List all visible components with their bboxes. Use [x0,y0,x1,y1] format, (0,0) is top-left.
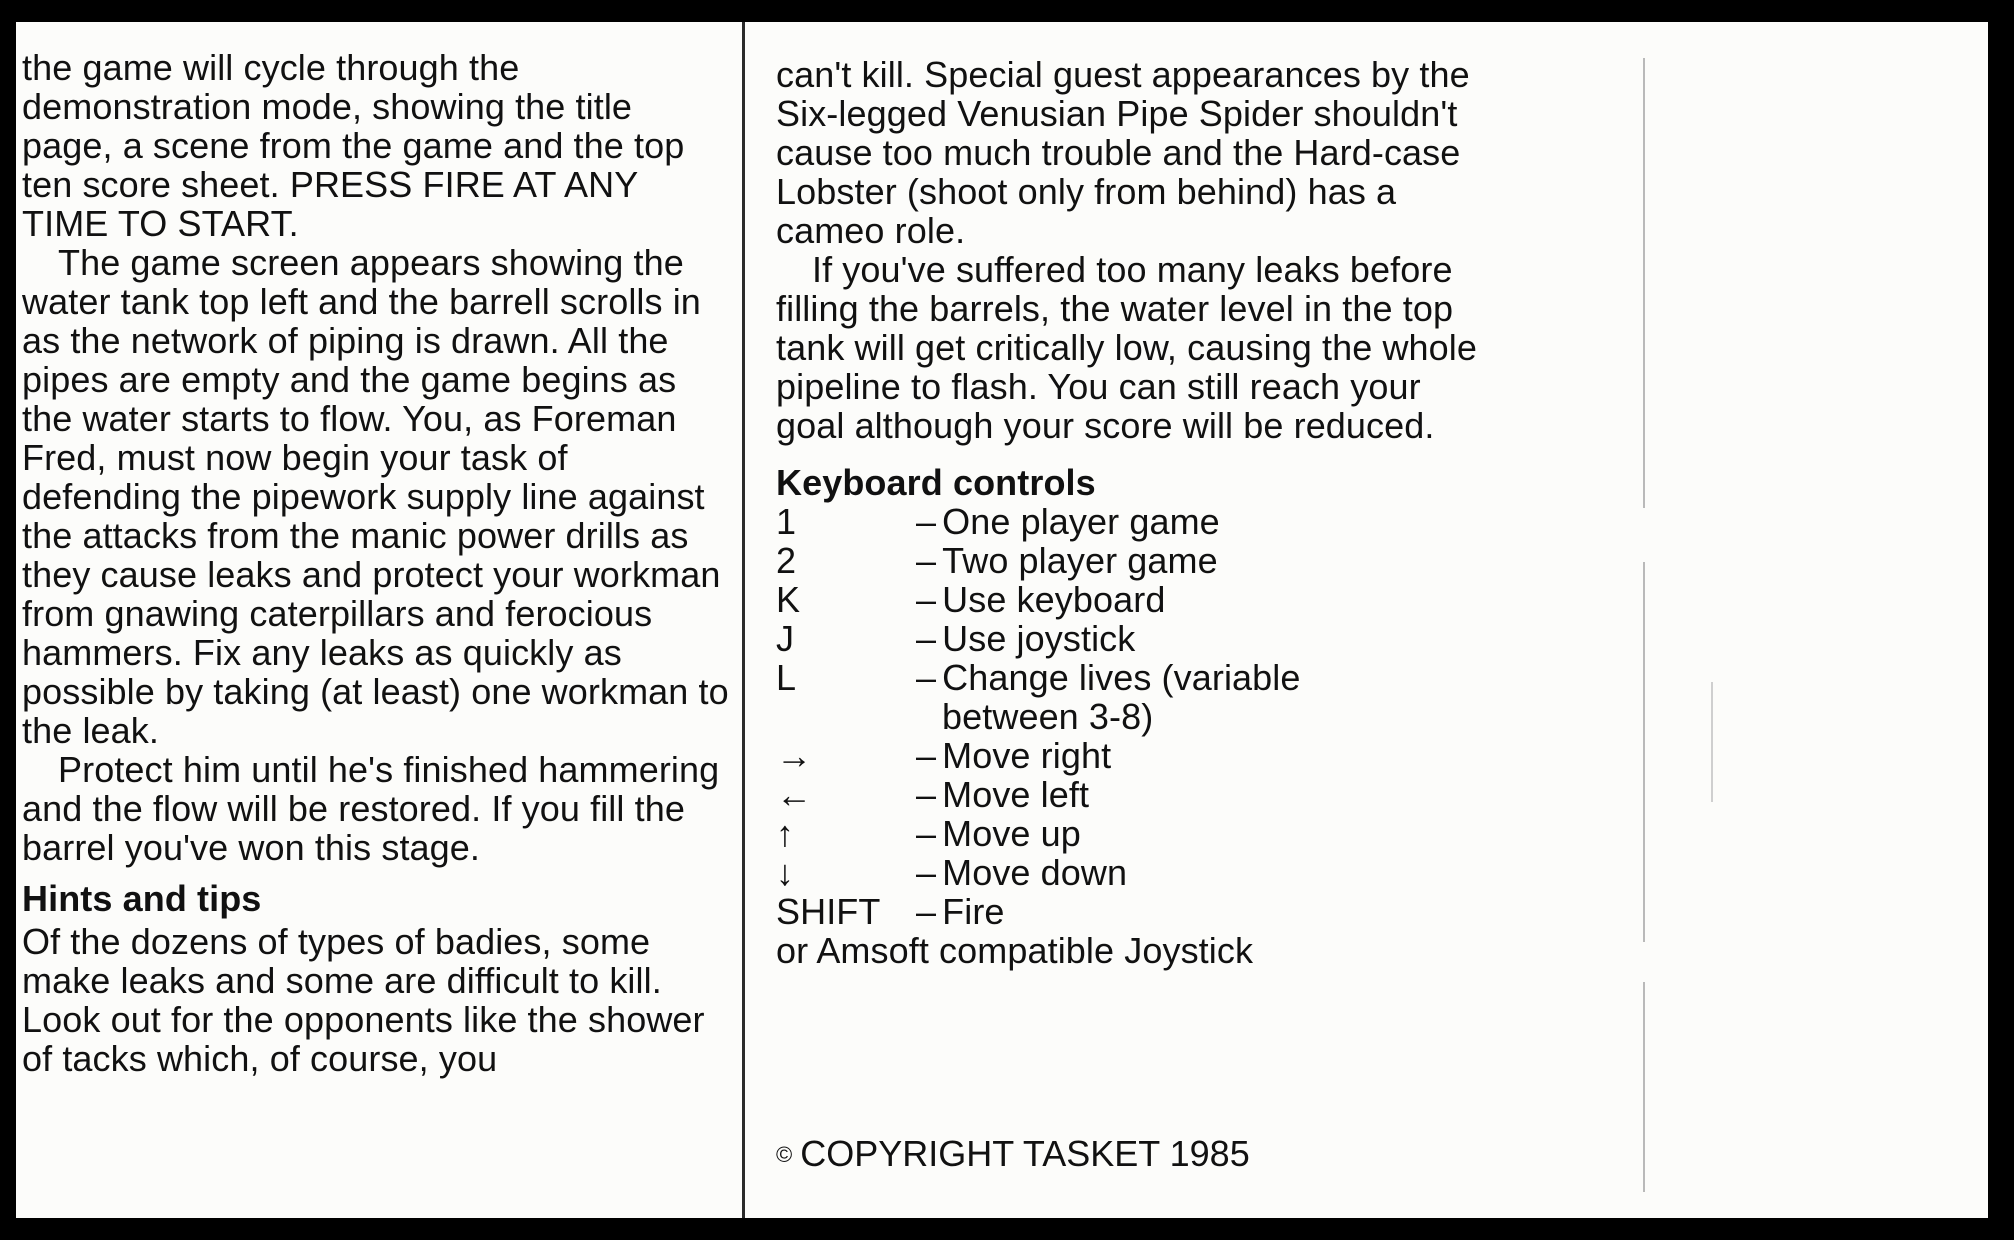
control-key: ↑ [776,813,795,854]
paragraph-protect: Protect him until he's finished hammering and the flow will be restored. If you fill the barrel you've won this stage. [22,749,720,868]
control-action-continued: between 3-8) [942,696,1154,737]
control-action-text: Move up [942,813,1081,854]
keyboard-controls-heading: Keyboard controls [776,462,1096,503]
copyright-symbol: © [776,1142,793,1167]
hints-heading: Hints and tips [22,878,262,919]
control-action-text: Use joystick [942,618,1136,659]
paragraph-leaks: If you've suffered too many leaks before filling the barrels, the water level in the top tank will get critically low, causing the whole pipeline to flash. You can still reach your goal although your score will be reduced. [776,249,1478,446]
control-action: – Two player game [916,540,1218,581]
control-row [776,775,1496,814]
control-action: – Move up [916,813,1081,854]
control-row [776,853,1496,892]
control-key: ← [776,774,813,815]
control-action-text: Move down [942,852,1128,893]
paper-edge-mark [1643,58,1645,508]
control-action: – Fire [916,891,1005,932]
control-action: – One player game [916,501,1220,542]
paper-edge-mark [1643,982,1645,1192]
page-fold-line [742,22,745,1218]
joystick-note: or Amsoft compatible Joystick [776,930,1254,971]
control-action: – Move right [916,735,1112,776]
control-action: – Move down [916,852,1128,893]
control-action-text: One player game [942,501,1220,542]
paragraph-game-screen: The game screen appears showing the water tank top left and the barrell scrolls in as the network of piping is drawn. All the pipes are empty and the game begins as the water starts to flow. You, as Foreman Fred, must now begin your task of defending the pipework supply line against the attacks from the manic power drills as they cause leaks and protect your workman from gnawing caterpillars and ferocious hammers. Fix any leaks as quickly as possible by taking (at least) one workman to the leak. [22,242,729,751]
left-column [22,48,732,1078]
control-action-text: Move left [942,774,1090,815]
control-row [776,658,1496,697]
control-key: 1 [776,501,797,542]
control-action: – Change lives (variable [916,657,1301,698]
right-column [776,55,1496,970]
control-action: – Move left [916,774,1090,815]
control-action-text: Use keyboard [942,579,1166,620]
paragraph-guests: can't kill. Special guest appearances by the Six-legged Venusian Pipe Spider shouldn't cause too much trouble and the Hard-case Lobster (shoot only from behind) has a cameo role. [776,54,1470,251]
paragraph-badies: Of the dozens of types of badies, some make leaks and some are difficult to kill. Look out for the opponents like the shower of tacks which, of course, you [22,921,705,1079]
control-key: SHIFT [776,891,881,932]
paper-edge-mark [1711,682,1713,802]
control-action-text: Two player game [942,540,1218,581]
control-action-text: Move right [942,735,1112,776]
control-key: ↓ [776,852,795,893]
control-row [776,502,1496,541]
control-key: L [776,657,797,698]
control-row [776,736,1496,775]
control-key: J [776,618,795,659]
copyright-text: COPYRIGHT TASKET 1985 [800,1133,1250,1174]
control-row [776,814,1496,853]
control-row [776,580,1496,619]
control-row [776,541,1496,580]
control-row [776,892,1496,931]
copyright-line [776,1134,1250,1174]
control-action-text: Change lives (variable [942,657,1301,698]
control-key: K [776,579,801,620]
control-key: → [776,735,813,776]
paragraph-intro: the game will cycle through the demonstration mode, showing the title page, a scene from the game and the top ten score sheet. PRESS FIRE AT ANY TIME TO START. [22,47,685,244]
control-action-text: Fire [942,891,1005,932]
control-key: 2 [776,540,797,581]
controls-list [776,502,1496,931]
control-action: – Use keyboard [916,579,1166,620]
control-action: – Use joystick [916,618,1136,659]
control-row [776,619,1496,658]
paper-edge-mark [1643,562,1645,942]
